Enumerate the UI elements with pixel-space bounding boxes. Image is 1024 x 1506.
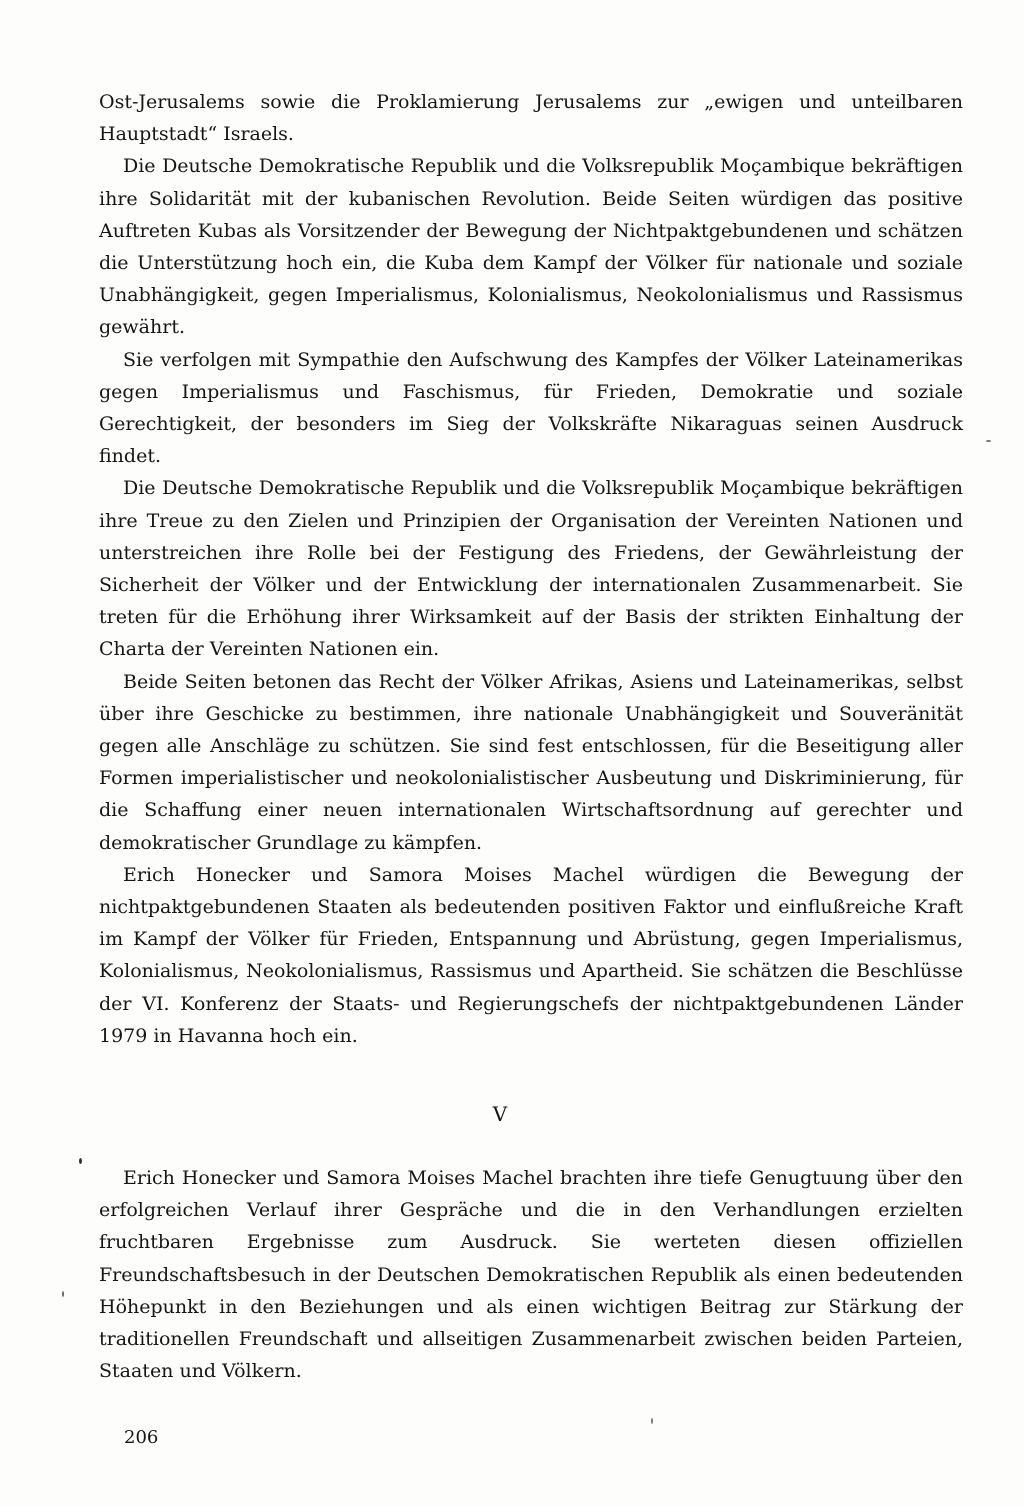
section-v-text-block — [99, 1162, 963, 1387]
scan-speck — [79, 1158, 82, 1164]
paragraph-4: Die Deutsche Demokratische Republik und die Volksrepublik Moçambique bekräftigen ihre Treue zu den Zielen und Prinzipien der Organisation der Vereinten Nationen und unterstreichen ihre Rolle bei der Festigung des Friedens, der Gewährleistung der Sicherheit der Völker und der Entwicklung der internationalen Zusammenarbeit. Sie treten für die Erhöhung ihrer Wirksamkeit auf der Basis der strikten Einhaltung der Charta der Vereinten Nationen ein. — [99, 477, 963, 661]
paragraph-5: Beide Seiten betonen das Recht der Völker Afrikas, Asiens und Lateinamerikas, selbst über ihre Geschicke zu bestimmen, ihre nationale Unabhängigkeit und Souveränität gegen alle Anschläge zu schützen. Sie sind fest entschlossen, für die Beseitigung aller Formen imperialistischer und neokolonialistischer Ausbeutung und Diskriminierung, für die Schaffung einer neuen internationalen Wirtschaftsordnung auf gerechter und demokratischer Grundlage zu kämpfen. — [99, 670, 963, 854]
section-heading: V — [492, 1102, 508, 1126]
paragraph-1: Ost-Jerusalems sowie die Proklamierung Jerusalems zur „ewigen und unteilbaren Hauptstadt“ Israels. — [99, 91, 963, 146]
paragraph-3: Sie verfolgen mit Sympathie den Aufschwung des Kampfes der Völker Lateinamerikas gegen Imperialismus und Faschismus, für Frieden, Demokratie und soziale Gerechtigkeit, der besonders im Sieg der Volkskräfte Nikaraguas seinen Ausdruck findet. — [99, 348, 963, 468]
page-number: 206 — [124, 1427, 159, 1448]
scan-speck — [986, 440, 991, 442]
scan-speck — [62, 1291, 64, 1297]
paragraph-6: Erich Honecker und Samora Moises Machel würdigen die Bewegung der nichtpaktgebundenen Staaten als bedeutenden positiven Faktor und einflußreiche Kraft im Kampf der Völker für Frieden, Entspannung und Abrüstung, gegen Imperialismus, Kolonialismus, Neokolonialismus, Rassismus und Apartheid. Sie schätzen die Beschlüsse der VI. Konferenz der Staats- und Regierungschefs der nichtpaktgebundenen Länder 1979 in Havanna hoch ein. — [99, 863, 963, 1047]
section-v-paragraph-1: Erich Honecker und Samora Moises Machel brachten ihre tiefe Genugtuung über den erfolgreichen Verlauf ihrer Gespräche und die in den Verhandlungen erzielten fruchtbaren Ergebnisse zum Ausdruck. Sie werteten diesen offiziellen Freundschaftsbesuch in der Deutschen Demokratischen Republik als einen bedeutenden Höhepunkt in den Beziehungen und als einen wichtigen Beitrag zur Stärkung der traditionellen Freundschaft und allseitigen Zusammenarbeit zwischen beiden Parteien, Staaten und Völkern. — [99, 1167, 963, 1383]
main-text-block — [99, 86, 963, 1052]
scan-speck — [651, 1418, 653, 1424]
paragraph-2: Die Deutsche Demokratische Republik und die Volksrepublik Moçambique bekräftigen ihre Solidarität mit der kubanischen Revolution. Beide Seiten würdigen das positive Auftreten Kubas als Vorsitzender der Bewegung der Nichtpaktgebundenen und schätzen die Unterstützung hoch ein, die Kuba dem Kampf der Völker für nationale und soziale Unabhängigkeit, gegen Imperialismus, Kolonialismus, Neokolonialismus und Rassismus gewährt. — [99, 155, 963, 339]
